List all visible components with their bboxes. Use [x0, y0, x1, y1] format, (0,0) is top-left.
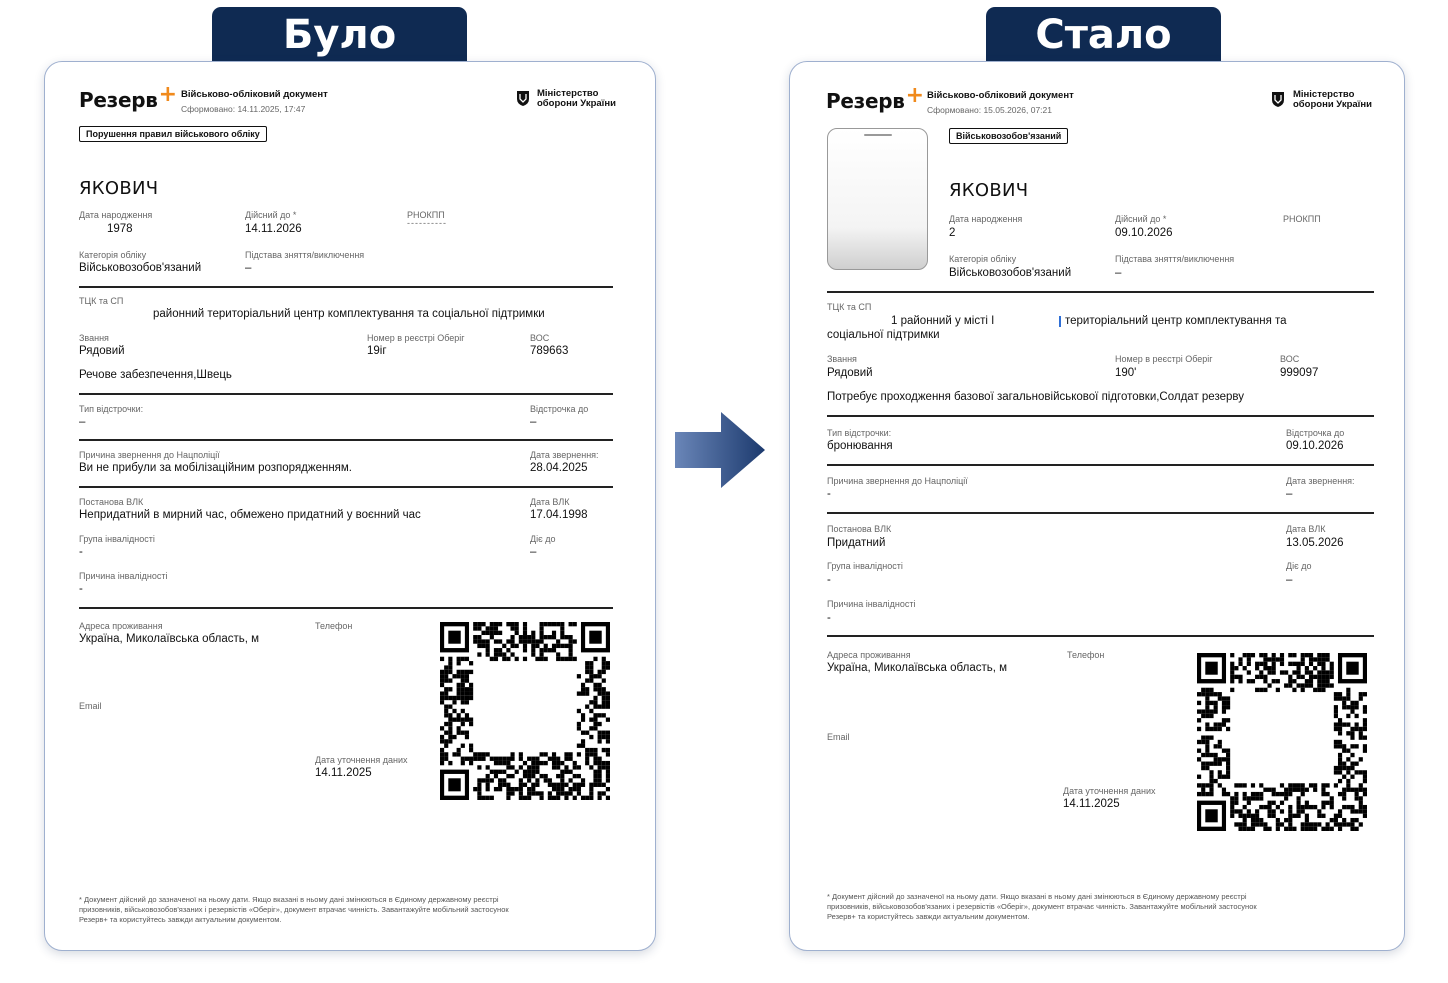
vlk-label: Постанова ВЛК — [827, 524, 892, 534]
valid-value: 09.10.2026 — [1115, 227, 1173, 239]
birth-label: Дата народження — [79, 210, 153, 220]
vlk-value: Непридатний в мирний час, обмежено придатний у воєнний час — [79, 509, 421, 521]
document-before — [44, 61, 656, 951]
disability-group-value: - — [79, 546, 83, 558]
category-value: Військовозобов'язаний — [79, 262, 202, 274]
updated-value: 14.11.2025 — [1063, 798, 1120, 810]
rnokpp-label: РНОКПП — [407, 210, 445, 220]
address-label: Адреса проживання — [79, 621, 163, 631]
rank-label: Звання — [79, 333, 109, 343]
registry-value: 19іг — [367, 345, 387, 357]
vlk-date-label: Дата ВЛК — [530, 497, 570, 507]
status-badge: Порушення правил військового обліку — [79, 126, 267, 142]
deferral-type-label: Тип відстрочки: — [79, 404, 144, 414]
phone-label: Телефон — [1067, 650, 1105, 660]
text-cursor — [1059, 316, 1061, 327]
vos-value: 789663 — [530, 345, 569, 357]
divider — [79, 286, 613, 288]
deferral-until-label: Відстрочка до — [530, 404, 589, 414]
police-date-value: 28.04.2025 — [530, 462, 588, 474]
reserv-logo: Резерв+ — [79, 82, 177, 112]
birth-label: Дата народження — [949, 214, 1023, 224]
vlk-date-label: Дата ВЛК — [1286, 524, 1326, 534]
surname: ЯКОВИЧ — [79, 178, 159, 199]
ministry-shield-icon — [1271, 91, 1285, 108]
category-label: Категорія обліку — [949, 254, 1017, 264]
divider — [827, 512, 1374, 514]
deferral-until-value: – — [530, 416, 537, 428]
footnote: * Документ дійсний до зазначеної на ньому дати. Якщо вказані в ньому дані змінюються в Єдиному державному реєстрі призовників, військовозобов'язаних і резервістів «Оберіг», документ втрачає чинність. Завантажуйте мобільний застосунок Резерв+ та користуйтесь завжди актуальним документом. — [827, 892, 1257, 921]
address-value: Україна, Миколаївська область, м — [79, 633, 260, 645]
document-after — [789, 61, 1405, 951]
vos-label: ВОС — [530, 333, 550, 343]
rank-label: Звання — [827, 354, 857, 364]
removal-value: – — [245, 262, 252, 274]
specialty: Речове забезпечення,Швець — [79, 369, 232, 381]
email-label: Email — [827, 732, 850, 742]
qr-code — [1197, 653, 1367, 831]
vlk-label: Постанова ВЛК — [79, 497, 144, 507]
photo-notch — [864, 134, 892, 136]
divider — [79, 393, 613, 395]
police-date-value: – — [1286, 488, 1293, 500]
divider — [827, 464, 1374, 466]
deferral-until-label: Відстрочка до — [1286, 428, 1345, 438]
category-value: Військовозобов'язаний — [949, 267, 1072, 279]
disability-reason-label: Причина інвалідності — [79, 571, 168, 581]
removal-value: – — [1115, 267, 1122, 279]
vos-value: 999097 — [1280, 367, 1319, 379]
divider — [827, 635, 1374, 637]
address-label: Адреса проживання — [827, 650, 911, 660]
ministry-shield-icon — [516, 90, 530, 107]
police-label: Причина звернення до Нацполіції — [827, 476, 968, 486]
deferral-type-label: Тип відстрочки: — [827, 428, 892, 438]
disability-reason-value: - — [79, 583, 83, 595]
tck-value-part1: 1 районний у місті І — [891, 315, 995, 327]
tab-before-label: Було — [282, 12, 397, 58]
valid-value: 14.11.2026 — [245, 223, 302, 235]
surname: ЯКОВИЧ — [949, 180, 1029, 201]
reserv-logo: Резерв+ — [826, 83, 924, 113]
valid-through-value: – — [530, 546, 537, 558]
email-label: Email — [79, 701, 102, 711]
footnote: * Документ дійсний до зазначеної на ньому дати. Якщо вказані в ньому дані змінюються в Єдиному державному реєстрі призовників, військовозобов'язаних і резервістів «Оберіг», документ втрачає чинність. Завантажуйте мобільний застосунок Резерв+ та користуйтесь завжди актуальним документом. — [79, 895, 509, 924]
vlk-date-value: 13.05.2026 — [1286, 537, 1344, 549]
rnokpp-value: ---------- — [407, 218, 447, 228]
tck-label: ТЦК та СП — [79, 296, 124, 306]
police-label: Причина звернення до Нацполіції — [79, 450, 220, 460]
tab-before — [212, 7, 467, 63]
vlk-date-value: 17.04.1998 — [530, 509, 588, 521]
qr-code — [440, 622, 610, 800]
tck-value-line2: соціальної підтримки — [827, 329, 940, 341]
divider — [827, 291, 1374, 293]
divider — [79, 607, 613, 609]
right-arrow-icon — [675, 412, 767, 488]
police-date-label: Дата звернення: — [1286, 476, 1355, 486]
generated-time: Сформовано: 14.11.2025, 17:47 — [181, 104, 306, 114]
deferral-type-value: – — [79, 416, 86, 428]
valid-through-label: Діє до — [1286, 561, 1312, 571]
valid-label: Дійсний до * — [1115, 214, 1167, 224]
updated-label: Дата уточнення даних — [315, 755, 408, 765]
registry-label: Номер в реєстрі Оберіг — [1115, 354, 1213, 364]
deferral-type-value: бронювання — [827, 440, 893, 452]
divider — [79, 439, 613, 441]
vlk-value: Придатний — [827, 537, 886, 549]
ministry-name: Міністерство оборони України — [1293, 89, 1372, 110]
photo-placeholder — [827, 128, 928, 270]
doc-title: Військово-обліковий документ — [927, 90, 1074, 101]
generated-time: Сформовано: 15.05.2026, 07:21 — [927, 105, 1052, 115]
tck-label: ТЦК та СП — [827, 302, 872, 312]
doc-title: Військово-обліковий документ — [181, 89, 328, 100]
rank-value: Рядовий — [79, 345, 125, 357]
police-date-label: Дата звернення: — [530, 450, 599, 460]
tck-value: районний територіальний центр комплектування та соціальної підтримки — [153, 308, 545, 320]
disability-group-label: Група інвалідності — [79, 534, 155, 544]
registry-label: Номер в реєстрі Оберіг — [367, 333, 465, 343]
birth-value: 2 — [949, 227, 956, 239]
status-badge: Військовозобов'язаний — [949, 128, 1068, 144]
valid-through-value: – — [1286, 574, 1293, 586]
address-value: Україна, Миколаївська область, м — [827, 662, 1008, 674]
specialty: Потребує проходження базової загальновійськової підготовки,Солдат резерву — [827, 391, 1244, 403]
police-value: - — [827, 488, 831, 500]
rank-value: Рядовий — [827, 367, 873, 379]
category-label: Категорія обліку — [79, 250, 147, 260]
disability-reason-label: Причина інвалідності — [827, 599, 916, 609]
ministry-name: Міністерство оборони України — [537, 88, 616, 109]
tck-value-part2: територіальний центр комплектування та — [1065, 315, 1287, 327]
removal-label: Підстава зняття/виключення — [245, 250, 365, 260]
disability-group-label: Група інвалідності — [827, 561, 903, 571]
valid-label: Дійсний до * — [245, 210, 297, 220]
tab-after — [986, 7, 1221, 63]
police-value: Ви не прибули за мобілізаційним розпорядженням. — [79, 462, 353, 474]
vos-label: ВОС — [1280, 354, 1300, 364]
disability-group-value: - — [827, 574, 831, 586]
disability-reason-value: - — [827, 612, 831, 624]
valid-through-label: Діє до — [530, 534, 556, 544]
deferral-until-value: 09.10.2026 — [1286, 440, 1344, 452]
phone-label: Телефон — [315, 621, 353, 631]
divider — [827, 415, 1374, 417]
rnokpp-label: РНОКПП — [1283, 214, 1321, 224]
removal-label: Підстава зняття/виключення — [1115, 254, 1235, 264]
registry-value: 190' — [1115, 367, 1137, 379]
updated-label: Дата уточнення даних — [1063, 786, 1156, 796]
birth-value: 1978 — [107, 223, 133, 235]
divider — [79, 486, 613, 488]
tab-after-label: Стало — [1035, 12, 1172, 58]
updated-value: 14.11.2025 — [315, 767, 372, 779]
